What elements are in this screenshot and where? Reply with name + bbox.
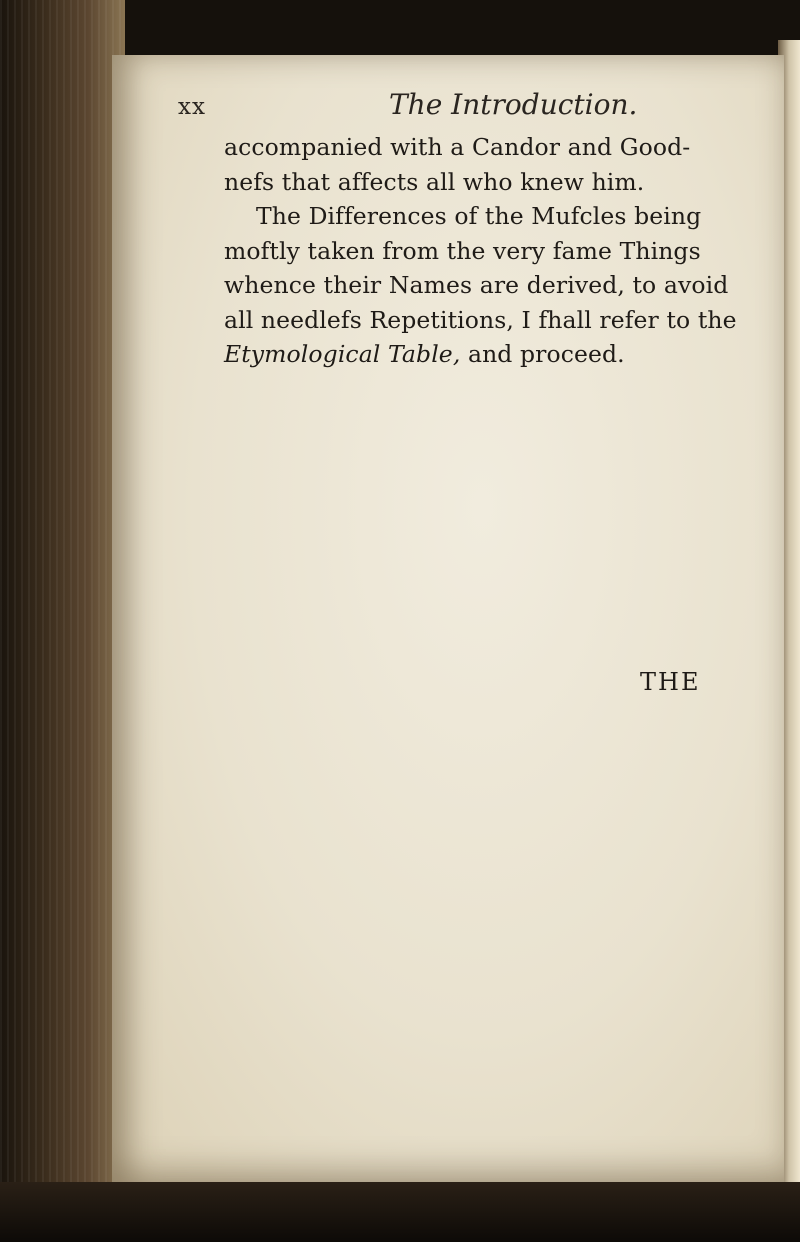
- text-line: accompanied with a Candor and Good-: [224, 133, 691, 161]
- body-text: [224, 130, 744, 372]
- page-number: xx: [178, 94, 206, 120]
- text-line: all needlefs Repetitions, I fhall refer to the: [224, 305, 737, 334]
- running-head: The Introduction.: [389, 88, 638, 121]
- text-line: [224, 337, 744, 372]
- text-line: moftly taken from the very fame Things: [224, 236, 701, 265]
- text-line: The Differences of the Mufcles being: [256, 202, 702, 230]
- catchword: THE: [640, 668, 701, 696]
- italic-reference: Etymological Table,: [224, 340, 461, 368]
- book-binding: [0, 0, 125, 1242]
- text-fragment: and proceed.: [460, 340, 625, 368]
- background-shadow: [0, 1182, 800, 1242]
- text-line: nefs that affects all who knew him.: [224, 167, 645, 196]
- text-line: whence their Names are derived, to avoid: [224, 271, 729, 299]
